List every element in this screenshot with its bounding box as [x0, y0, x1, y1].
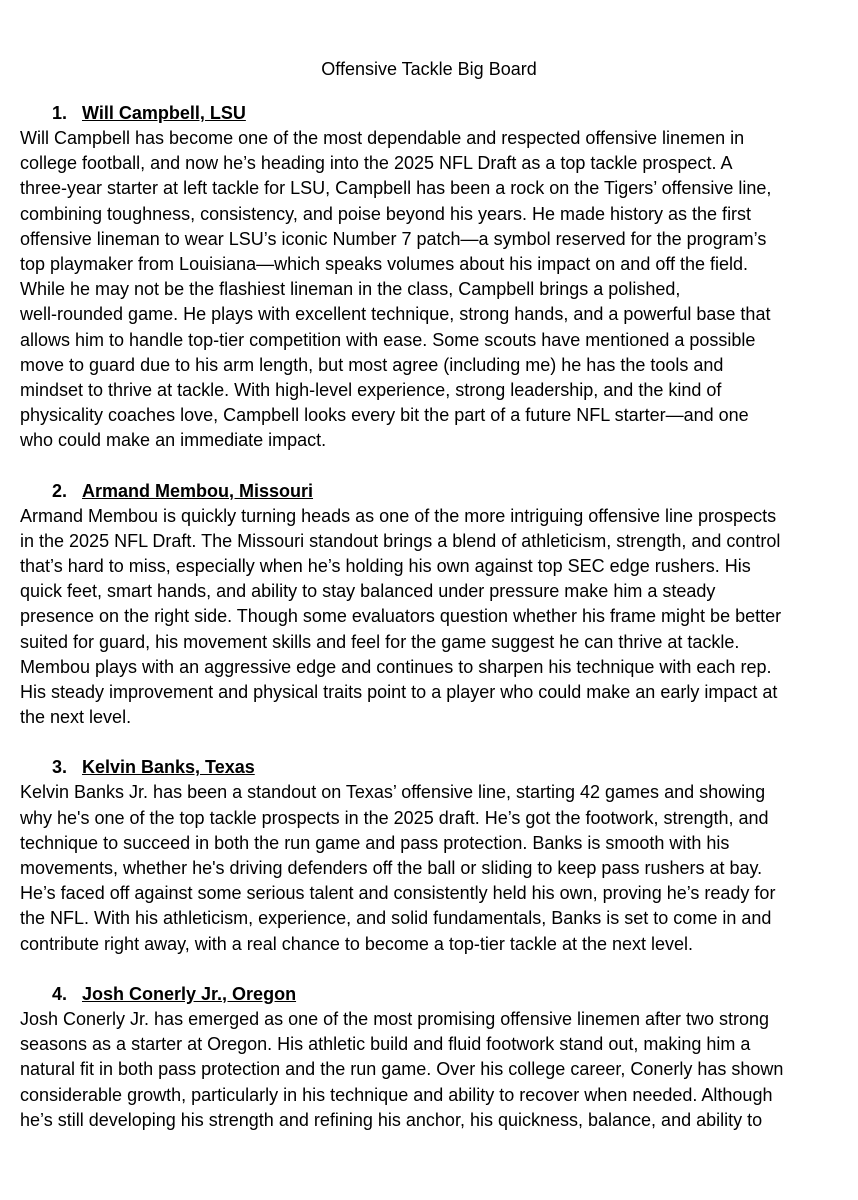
prospect-rank: 2. — [52, 480, 68, 501]
prospect-name: Josh Conerly Jr., Oregon — [82, 983, 297, 1004]
prospect-entry — [20, 479, 838, 731]
prospect-heading — [20, 479, 838, 504]
prospect-entry — [20, 982, 838, 1133]
prospect-heading — [20, 982, 838, 1007]
prospect-name: Will Campbell, LSU — [82, 103, 246, 123]
prospect-rank: 1. — [52, 103, 68, 123]
prospect-rank: 4. — [52, 983, 68, 1004]
page-title: Offensive Tackle Big Board — [321, 59, 537, 79]
prospect-entry — [20, 755, 838, 956]
prospect-description: Josh Conerly Jr. has emerged as one of the most promising offensive linemen after two strong seasons as a starter at Oregon. His athletic build and fluid footwork stand out, making him a natural fit in both pass protection and the run game. Over his college career, Conerly has shown considerable growth, particularly in his technique and ability to recover when needed. Although he’s still developing his strength and refining his anchor, his quickness, balance, and ability to — [20, 1008, 784, 1130]
prospect-name: Armand Membou, Missouri — [82, 480, 314, 501]
prospect-heading — [20, 755, 838, 780]
prospect-description: Will Campbell has become one of the most dependable and respected offensive linemen in college football, and now he’s heading into the 2025 NFL Draft as a top tackle prospect. A three-year starter at left tackle for LSU, Campbell has been a rock on the Tigers’ offensive line, combining toughness, consistency, and poise beyond his years. He made history as the first offensive lineman to wear LSU’s iconic Number 7 patch—a symbol reserved for the program’s top playmaker from Louisiana—which speaks volumes about his impact on and off the field. While he may not be the flashiest lineman in the class, Campbell brings a polished, well-rounded game. He plays with excellent technique, strong hands, and a powerful base that allows him to handle top-tier competition with ease. Some scouts have mentioned a possible move to guard due to his arm length, but most agree (including me) he has the tools and mindset to thrive at tackle. With high-level experience, strong leadership, and the kind of physicality coaches love, Campbell looks every bit the part of a future NFL starter—and one who could make an immediate impact. — [20, 128, 772, 451]
prospect-rank: 3. — [52, 757, 68, 778]
prospect-heading — [20, 101, 838, 126]
prospect-entry — [20, 101, 838, 454]
prospect-name: Kelvin Banks, Texas — [82, 757, 255, 778]
prospect-description: Armand Membou is quickly turning heads as one of the more intriguing offensive line prospects in the 2025 NFL Draft. The Missouri standout brings a blend of athleticism, strength, and control that’s hard to miss, especially when he’s holding his own against top SEC edge rushers. His quick feet, smart hands, and ability to stay balanced under pressure make him a steady presence on the right side. Though some evaluators question whether his frame might be better suited for guard, his movement skills and feel for the game suggest he can thrive at tackle. Membou plays with an aggressive edge and continues to sharpen his technique with each rep. His steady improvement and physical traits point to a player who could make an early impact at the next level. — [20, 505, 782, 728]
prospect-description: Kelvin Banks Jr. has been a standout on Texas’ offensive line, starting 42 games and showing why he's one of the top tackle prospects in the 2025 draft. He’s got the footwork, strength, and technique to succeed in both the run game and pass protection. Banks is smooth with his movements, whether he's driving defenders off the ball or sliding to keep pass rushers at bay. He’s faced off against some serious talent and consistently held his own, proving he’s ready for the NFL. With his athleticism, experience, and solid fundamentals, Banks is set to come in and contribute right away, with a real chance to become a top-tier tackle at the next level. — [20, 782, 776, 954]
